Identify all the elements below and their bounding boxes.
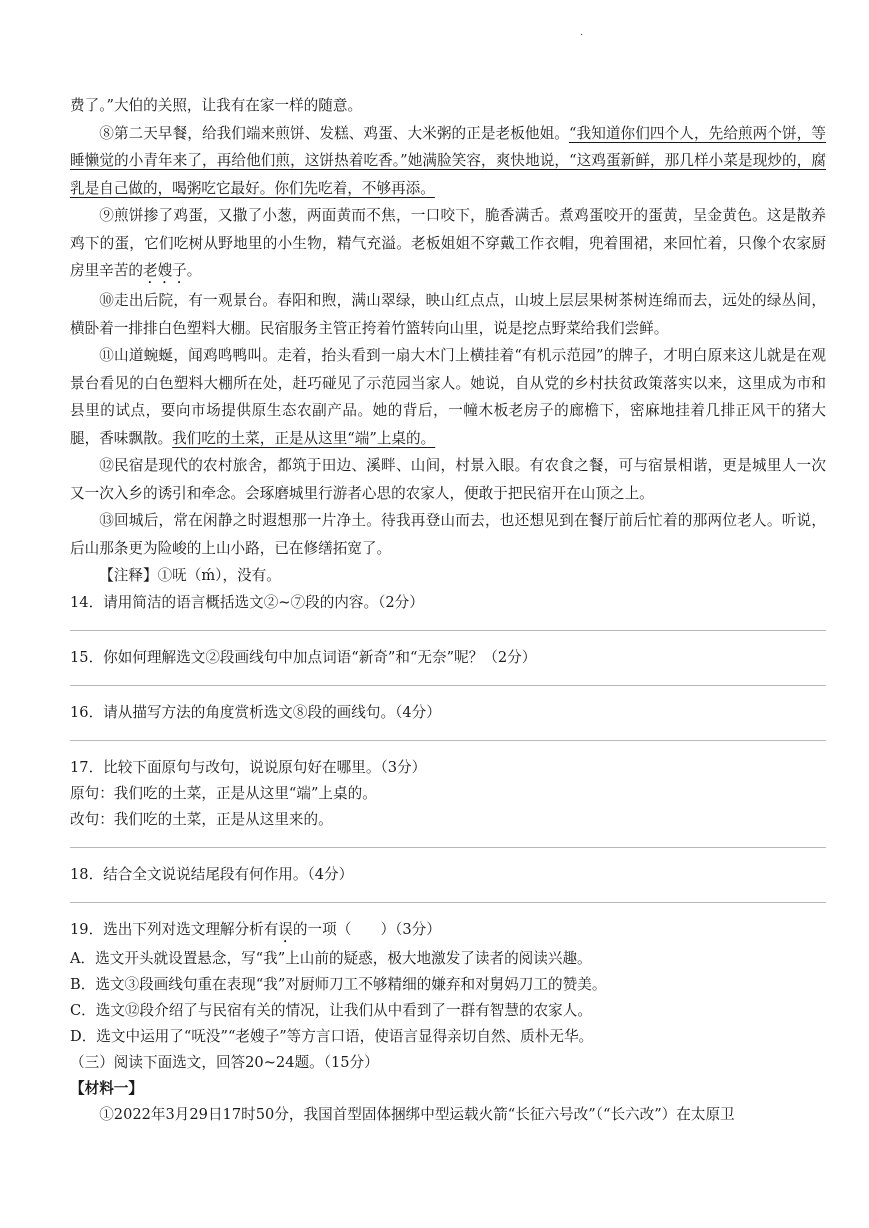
question-19-dotted-word: 误 (278, 920, 293, 938)
section-3-heading: （三）阅读下面选文，回答20~24题。（15分） (70, 1053, 379, 1071)
paragraph-9-end: 。 (186, 262, 202, 279)
option-b[interactable]: B．选文③段画线句重在表现“我”对厨师刀工不够精细的嫌弃和对舅妈刀工的赞美。 (70, 975, 607, 993)
answer-line-14[interactable] (70, 629, 826, 631)
answer-line-17[interactable] (70, 846, 826, 848)
paragraph-9 (70, 202, 826, 287)
answer-line-18[interactable] (70, 901, 826, 903)
paragraph-10: ⑩走出后院，有一观景台。春阳和煦，满山翠绿，映山红点点，山坡上层层果树茶树连绵而去，远处的绿丛间，横卧着一排排白色塑料大棚。民宿服务主管正挎着竹篮转向山里，说是挖点野菜给我们尝鲜。 (70, 292, 826, 337)
question-19-stem-end: 的一项（ ）（3分） (292, 920, 441, 938)
question-19-stem: 19．选出下列对选文理解分析有 (70, 920, 279, 938)
option-a[interactable]: A．选文开头就设置悬念，写“我”上山前的疑惑，极大地激发了读者的阅读兴趣。 (70, 949, 592, 967)
question-18: 18．结合全文说说结尾段有何作用。（4分） (70, 865, 354, 883)
paragraph-9-text: ⑨煎饼掺了鸡蛋，又撒了小葱，两面黄而不焦，一口咬下，脆香满舌。煮鸡蛋咬开的蛋黄，呈金黄色。这是散养鸡下的蛋，它们吃树从野地里的小生物，精气充溢。老板姐姐不穿戴工作衣帽，兜着围裙，来回忙着，只像个农家厨房里辛苦的 (70, 207, 826, 279)
option-c[interactable]: C．选文⑫段介绍了与民宿有关的情况，让我们从中看到了一群有智慧的农家人。 (70, 1001, 592, 1019)
annotation-note: 【注释】①呒（ḿ），没有。 (99, 567, 281, 584)
question-17: 17．比较下面原句与改句，说说原句好在哪里。（3分） (70, 758, 427, 776)
option-d[interactable]: D．选文中运用了“呒没”“老嫂子”等方言口语，使语言显得亲切自然、质朴无华。 (70, 1027, 594, 1045)
question-17-altered: 改句：我们吃的土菜，正是从这里来的。 (70, 810, 333, 828)
paragraph-continuation: 费了。”大伯的关照，让我有在家一样的随意。 (70, 97, 363, 114)
paragraph-11 (70, 342, 826, 452)
answer-line-15[interactable] (70, 684, 826, 686)
question-14: 14．请用简洁的语言概括选文②~⑦段的内容。（2分） (70, 593, 424, 611)
top-mark: · (580, 30, 584, 41)
question-19 (70, 917, 826, 946)
question-17-original: 原句：我们吃的土菜，正是从这里“端”上桌的。 (70, 784, 377, 802)
paragraph-8 (70, 120, 826, 203)
paragraph-9-dotted-word: 老嫂子 (142, 262, 187, 279)
paragraph-12: ⑫民宿是现代的农村旅舍，都筑于田边、溪畔、山间，村景入眼。有农食之餐，可与宿景相谐，更是城里人一次又一次入乡的诱引和牵念。会琢磨城里行游者心思的农家人，便敢于把民宿开在山顶之上。 (70, 457, 826, 502)
answer-line-16[interactable] (70, 739, 826, 741)
material-1-paragraph-1: ①2022年3月29日17时50分，我国首型固体捆绑中型运载火箭“长征六号改”（“长六改”）在太原卫 (99, 1105, 735, 1123)
paragraph-11-text: ⑪山道蜿蜒，闻鸡鸣鸭叫。走着，抬头看到一扇大木门上横挂着“有机示范园”的牌子，才明白原来这儿就是在观景台看见的白色塑料大棚所在处，赶巧碰见了示范园当家人。她说，自从党的乡村扶贫政策落实以来，这里成为市和县里的试点，要向市场提供原生态农副产品。她的背后，一幢木板老房子的廊檐下，密麻地挂着几排正风干的猪大腿，香味飘散。 (70, 347, 826, 447)
paragraph-8-underlined: “我知道你们四个人，先给煎两个饼，等睡懒觉的小青年来了，再给他们煎，这饼热着吃香。”她满脸笑容，爽快地说，“这鸡蛋新鲜，那几样小菜是现炒的，腐乳是自己做的，喝粥吃它最好。你们先吃着，不够再添。 (70, 124, 826, 197)
question-16: 16．请从描写方法的角度赏析选文⑧段的画线句。（4分） (70, 703, 441, 721)
question-15: 15．你如何理解选文②段画线句中加点词语“新奇”和“无奈”呢？（2分） (70, 648, 537, 666)
material-1-heading: 【材料一】 (70, 1079, 143, 1097)
paragraph-13: ⑬回城后，常在闲静之时遐想那一片净土。待我再登山而去，也还想见到在餐厅前后忙着的那两位老人。听说，后山那条更为险峻的上山小路，已在修缮拓宽了。 (70, 512, 826, 557)
paragraph-11-underlined: 我们吃的土菜，正是从这里“端”上桌的。 (172, 429, 436, 447)
paragraph-8-text: ⑧第二天早餐，给我们端来煎饼、发糕、鸡蛋、大米粥的正是老板他姐。 (99, 124, 569, 142)
document-body (70, 92, 826, 1128)
